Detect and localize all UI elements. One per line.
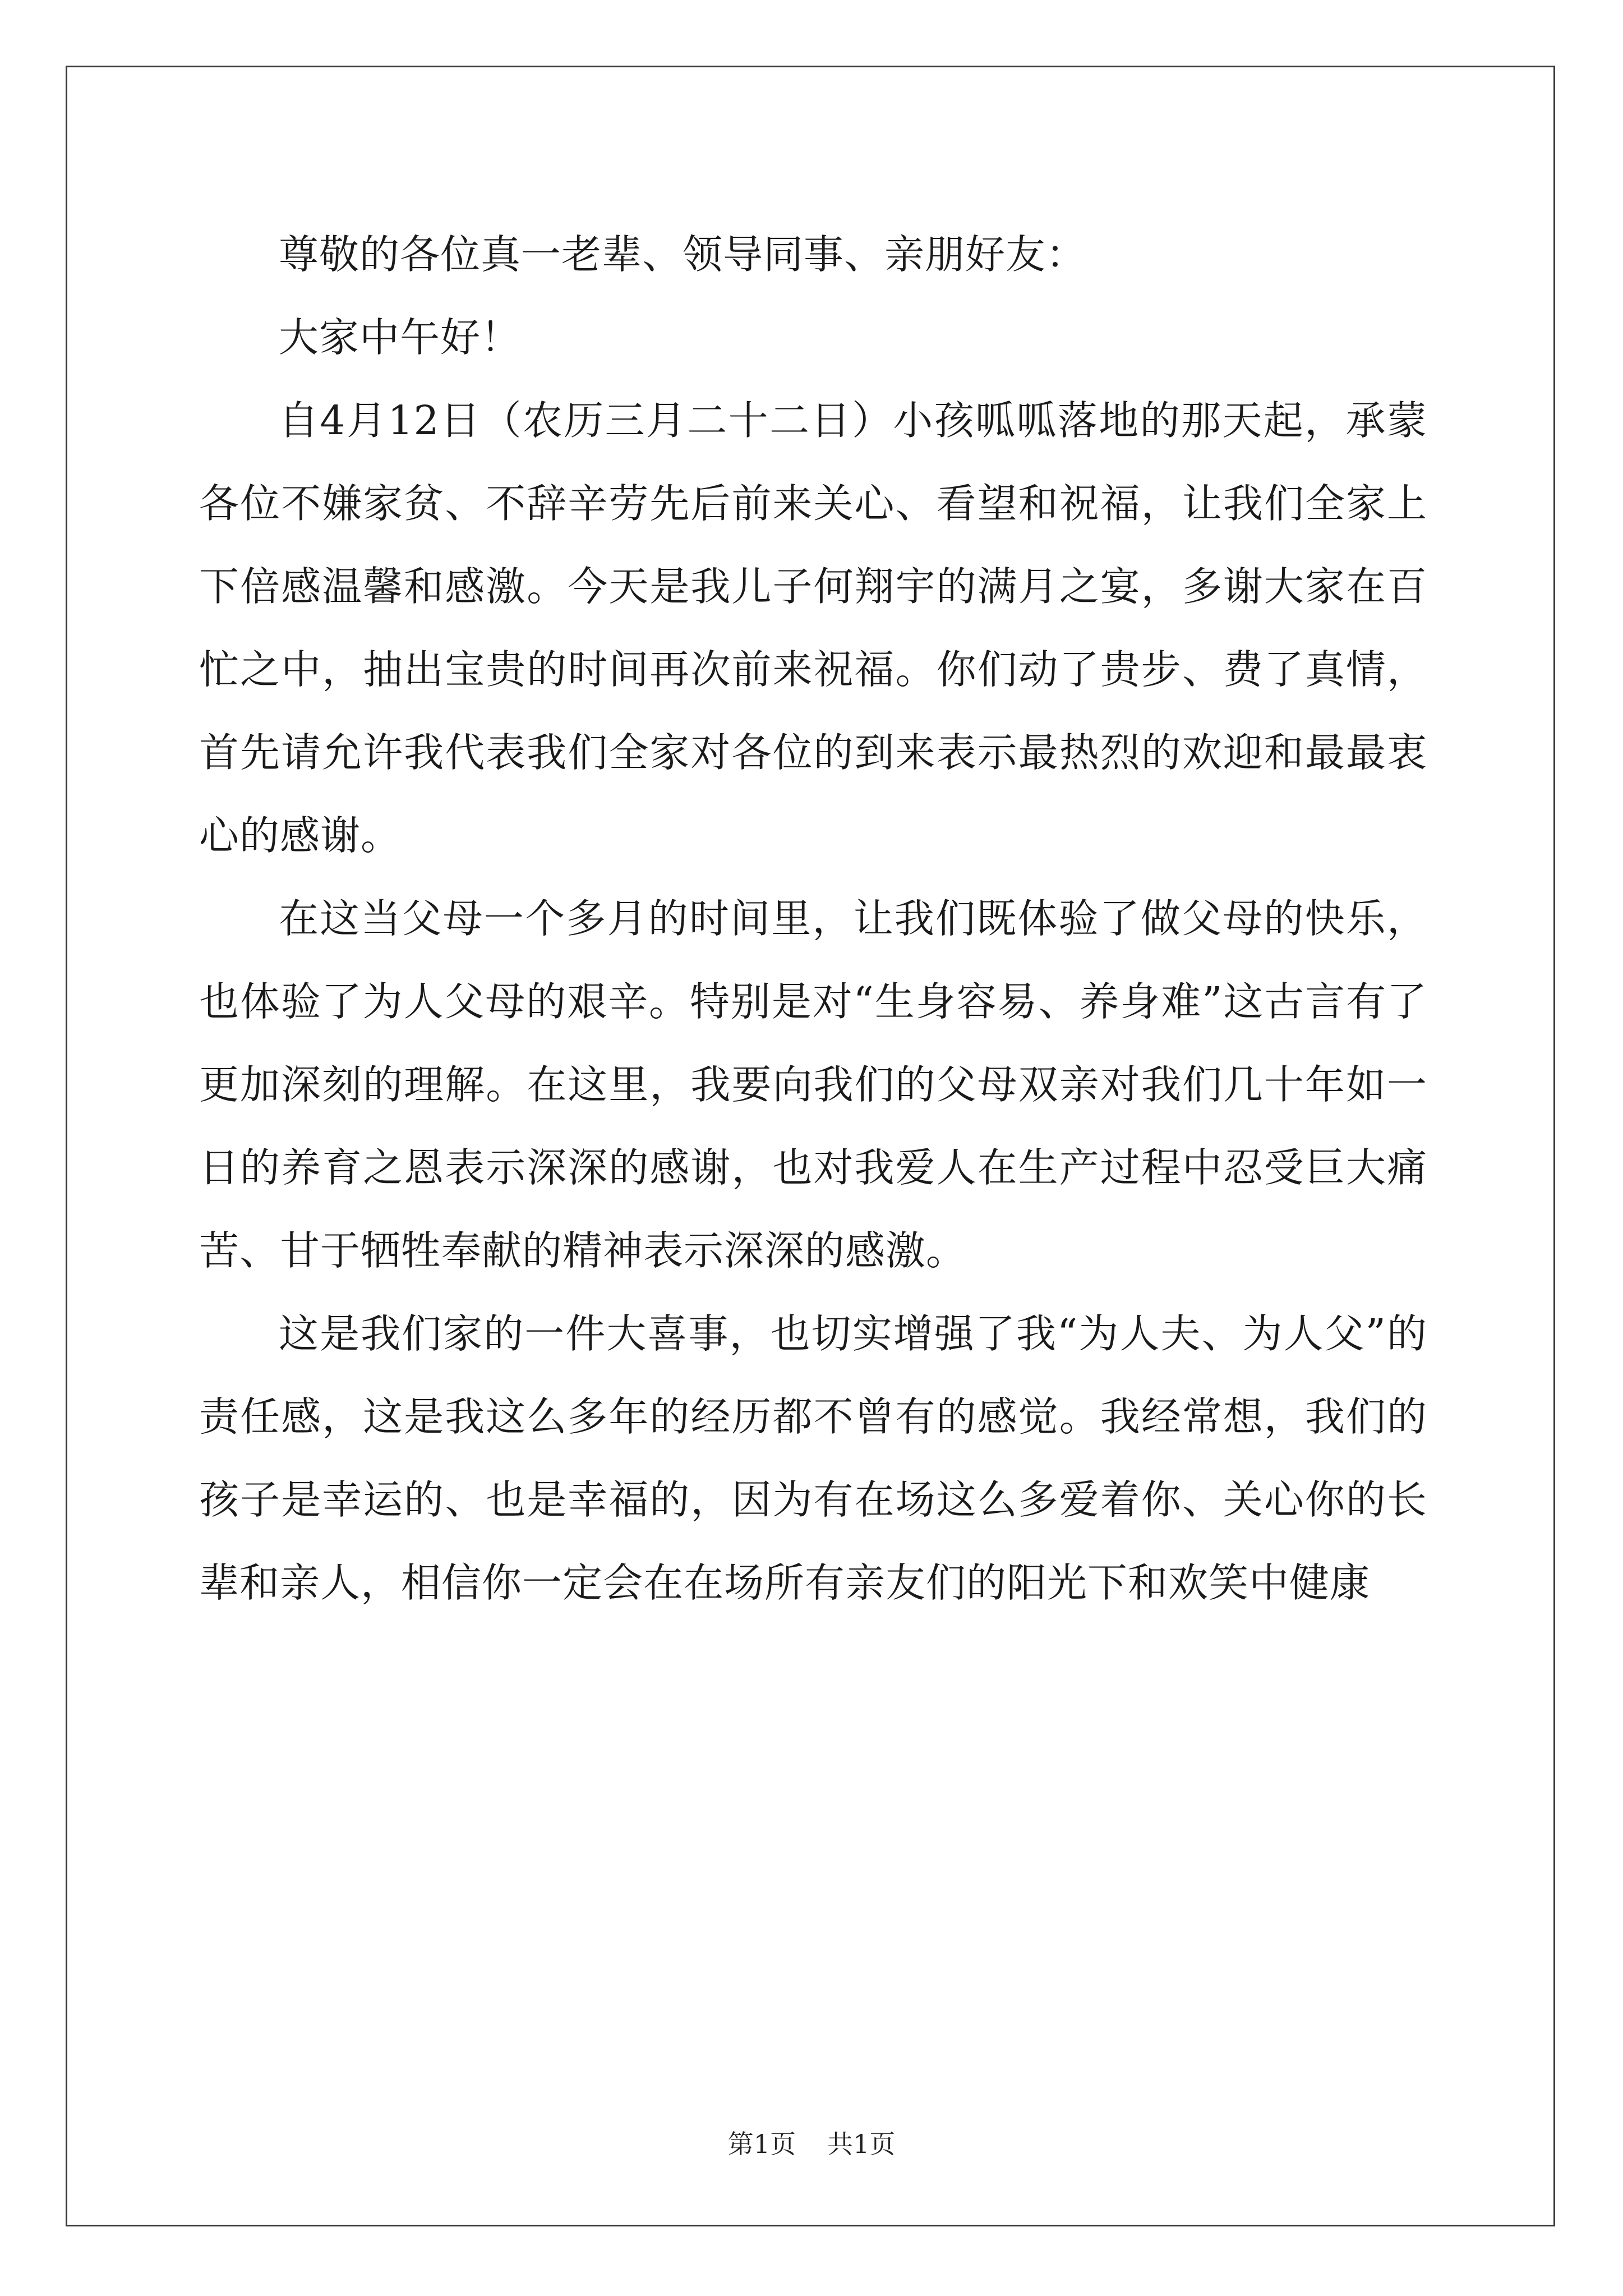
- greeting: 大家中午好！: [279, 314, 522, 361]
- document-body: [199, 213, 1427, 1625]
- paragraph-2: 在这当父母一个多月的时间里，让我们既体验了做父母的快乐，也体验了为人父母的艰辛。特别是对“生身容易、养身难”这古言有了更加深刻的理解。在这里，我要向我们的父母双亲对我们几十年如一日的养育之恩表示深深的感谢，也对我爱人在生产过程中忍受巨大痛苦、甘于牺牲奉献的精神表示深深的感激。: [199, 895, 1427, 1274]
- page-number: 第1页: [727, 2129, 796, 2159]
- paragraph-1: 自4月12日（农历三月二十二日）小孩呱呱落地的那天起，承蒙各位不嫌家贫、不辞辛劳先后前来关心、看望和祝福，让我们全家上下倍感温馨和感激。今天是我儿子何翔宇的满月之宴，多谢大家在百忙之中，抽出宝贵的时间再次前来祝福。你们动了贵步、费了真情，首先请允许我代表我们全家对各位的到来表示最热烈的欢迎和最最衷心的感谢。: [199, 397, 1427, 859]
- paragraph-3: 这是我们家的一件大喜事，也切实增强了我“为人夫、为人父”的责任感，这是我这么多年的经历都不曾有的感觉。我经常想，我们的孩子是幸运的、也是幸福的，因为有在场这么多爱着你、关心你的长辈和亲人，相信你一定会在在场所有亲友们的阳光下和欢笑中健康: [199, 1310, 1427, 1606]
- salutation: 尊敬的各位真一老辈、领导同事、亲朋好友：: [279, 231, 1087, 278]
- page-footer: [0, 2127, 1623, 2161]
- page-total: 共1页: [827, 2129, 896, 2159]
